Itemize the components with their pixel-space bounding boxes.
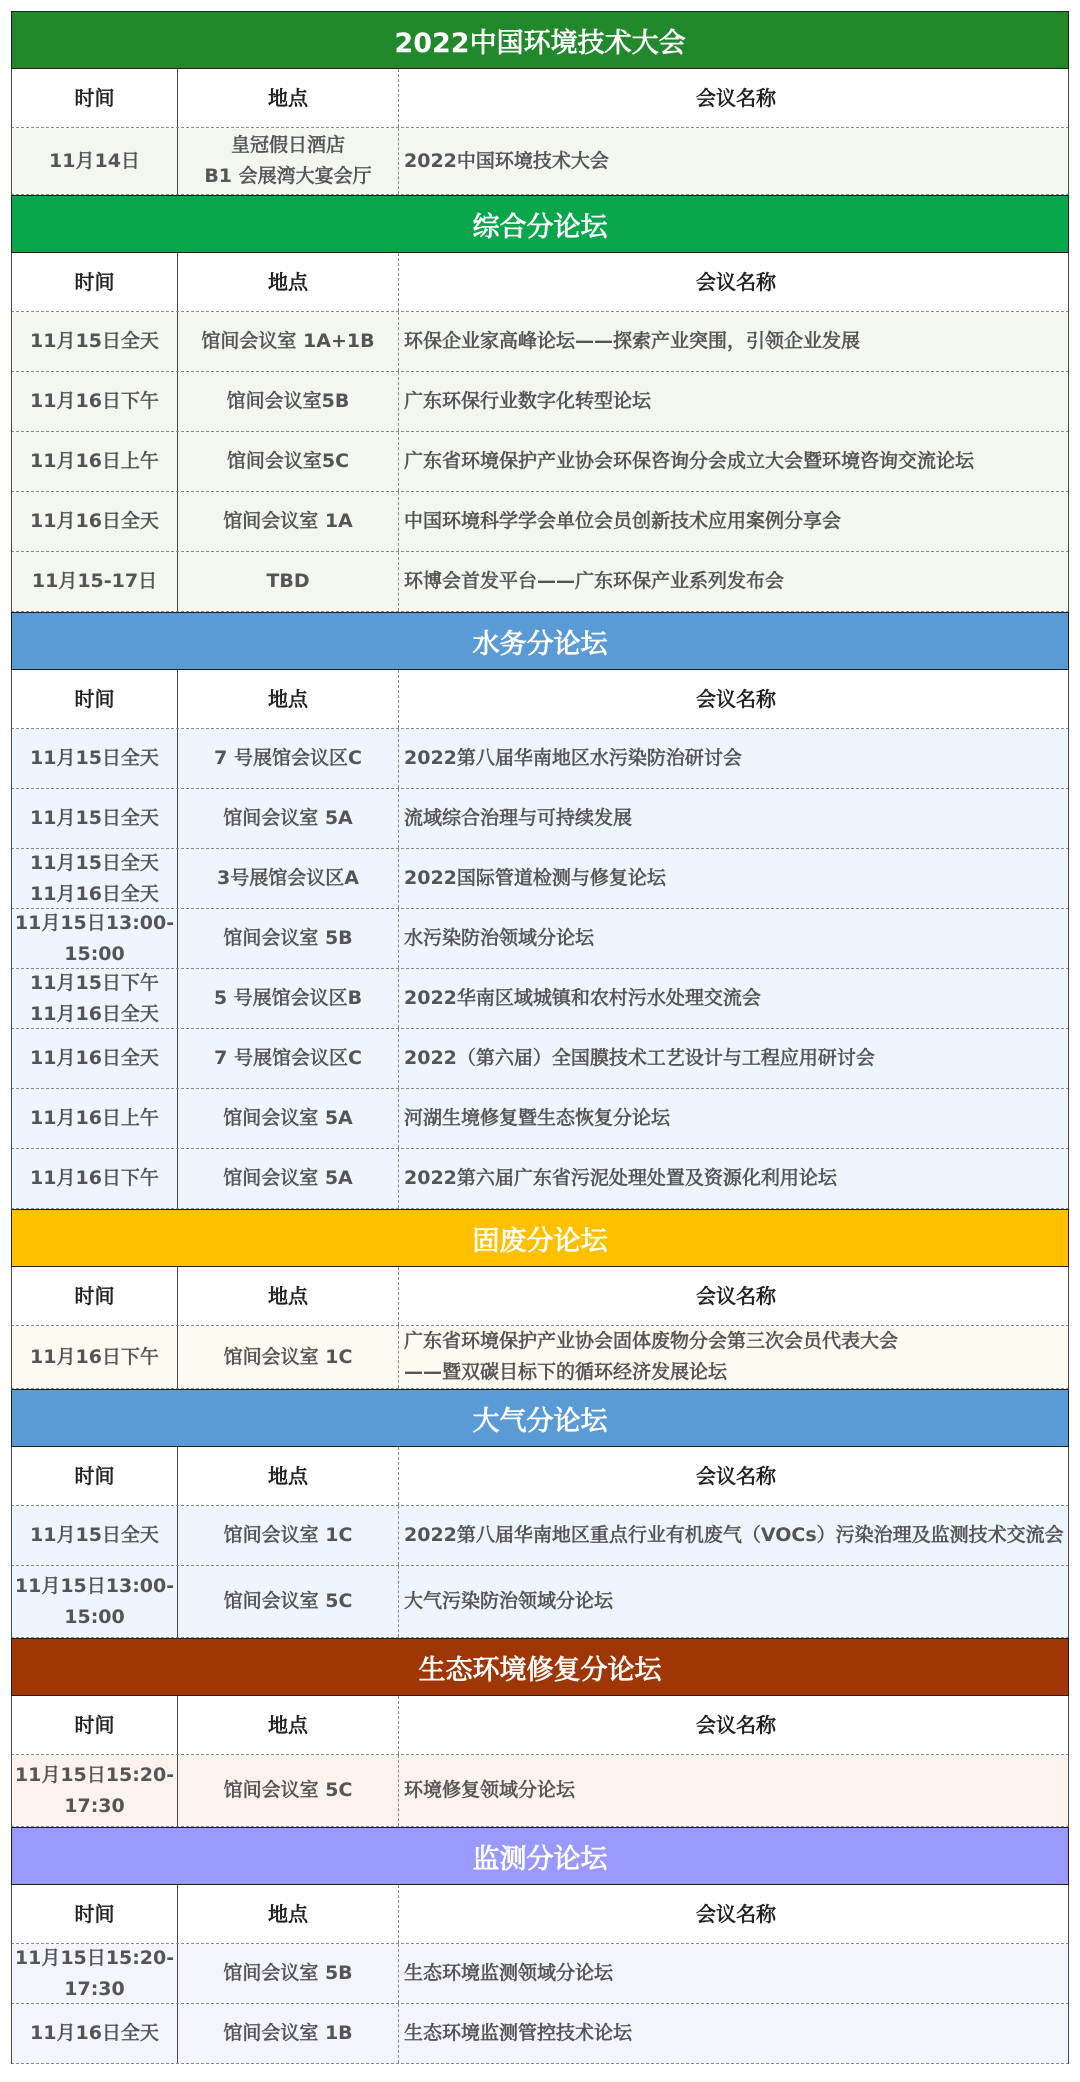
time-cell bbox=[12, 552, 178, 611]
table-row bbox=[11, 1089, 1069, 1149]
time-cell-line: 11月16日下午 bbox=[30, 390, 159, 412]
name-cell bbox=[399, 312, 1068, 371]
header-place: 地点 bbox=[178, 1885, 399, 1943]
header-name: 会议名称 bbox=[696, 1901, 776, 1926]
name-cell bbox=[399, 1944, 1068, 2003]
header-name: 会议名称 bbox=[696, 686, 776, 711]
header-time: 时间 bbox=[12, 670, 178, 728]
name-cell-line: 2022国际管道检测与修复论坛 bbox=[404, 867, 666, 889]
name-cell-line: 环博会首发平台——广东环保产业系列发布会 bbox=[404, 570, 785, 592]
place-cell-line: 馆间会议室 1A+1B bbox=[201, 330, 375, 352]
time-cell-line: 11月16日全天 bbox=[30, 510, 159, 532]
place-cell bbox=[178, 729, 399, 788]
time-cell-line: 11月15日13:00- bbox=[14, 1574, 175, 1597]
place-cell-line: 馆间会议室 1C bbox=[223, 1524, 353, 1546]
name-cell bbox=[399, 128, 1068, 194]
name-cell bbox=[399, 432, 1068, 491]
time-cell-line: 11月15日全天 bbox=[30, 807, 159, 829]
header-time: 时间 bbox=[12, 1885, 178, 1943]
table-row bbox=[11, 1029, 1069, 1089]
time-cell bbox=[12, 492, 178, 551]
place-cell bbox=[178, 1326, 399, 1388]
name-cell bbox=[399, 1755, 1068, 1826]
name-cell-line: 2022第六届广东省污泥处理处置及资源化利用论坛 bbox=[404, 1167, 837, 1189]
header-place: 地点 bbox=[178, 1447, 399, 1505]
place-cell-line: B1 会展湾大宴会厅 bbox=[204, 165, 372, 187]
time-cell bbox=[12, 909, 178, 968]
time-cell-line: 17:30 bbox=[64, 1977, 125, 2000]
time-cell-line: 11月16日上午 bbox=[30, 1107, 159, 1129]
time-cell-line: 11月15日15:20- bbox=[14, 1946, 175, 1969]
place-cell-line: 3号展馆会议区A bbox=[217, 867, 359, 889]
table-row bbox=[11, 1755, 1069, 1827]
place-cell-line: 馆间会议室 5A bbox=[223, 1167, 353, 1189]
header-place: 地点 bbox=[178, 69, 399, 127]
place-cell bbox=[178, 492, 399, 551]
table-header-row bbox=[11, 1885, 1069, 1944]
header-name: 会议名称 bbox=[696, 1463, 776, 1488]
name-cell-line: 2022第八届华南地区水污染防治研讨会 bbox=[404, 747, 742, 769]
time-cell-line: 11月15日全天 bbox=[30, 1524, 159, 1546]
table-row bbox=[11, 789, 1069, 849]
time-cell bbox=[12, 128, 178, 194]
header-time: 时间 bbox=[12, 69, 178, 127]
time-cell-line: 11月15日15:20- bbox=[14, 1763, 175, 1786]
time-cell-line: 11月15日13:00- bbox=[14, 911, 175, 934]
place-cell bbox=[178, 1944, 399, 2003]
name-cell bbox=[399, 789, 1068, 848]
place-cell bbox=[178, 1089, 399, 1148]
section-title: 生态环境修复分论坛 bbox=[11, 1638, 1069, 1696]
table-row bbox=[11, 729, 1069, 789]
table-row bbox=[11, 1506, 1069, 1566]
section-title: 综合分论坛 bbox=[11, 195, 1069, 253]
place-cell bbox=[178, 969, 399, 1028]
table-row bbox=[11, 1326, 1069, 1389]
table-row bbox=[11, 1944, 1069, 2004]
place-cell-line: 馆间会议室 5C bbox=[223, 1779, 353, 1801]
table-row bbox=[11, 552, 1069, 612]
name-cell bbox=[399, 1029, 1068, 1088]
time-cell bbox=[12, 1506, 178, 1565]
table-header-row bbox=[11, 670, 1069, 729]
place-cell bbox=[178, 2004, 399, 2063]
header-place: 地点 bbox=[178, 1267, 399, 1325]
conference-schedule-table bbox=[11, 11, 1069, 2064]
time-cell bbox=[12, 789, 178, 848]
section-title: 水务分论坛 bbox=[11, 612, 1069, 670]
name-cell-line: 生态环境监测管控技术论坛 bbox=[404, 2022, 633, 2044]
time-cell bbox=[12, 372, 178, 431]
header-place: 地点 bbox=[178, 670, 399, 728]
time-cell-line: 17:30 bbox=[64, 1794, 125, 1817]
time-cell-line: 11月15日全天 bbox=[30, 330, 159, 352]
time-cell-line: 11月15日全天 bbox=[30, 851, 159, 874]
place-cell-line: 馆间会议室 5A bbox=[223, 1107, 353, 1129]
time-cell-line: 11月16日全天 bbox=[30, 882, 159, 905]
name-cell-line: 2022第八届华南地区重点行业有机废气（VOCs）污染治理及监测技术交流会 bbox=[404, 1524, 1064, 1546]
place-cell bbox=[178, 1506, 399, 1565]
time-cell bbox=[12, 849, 178, 908]
time-cell bbox=[12, 2004, 178, 2063]
place-cell-line: 馆间会议室 5B bbox=[223, 1962, 353, 1984]
table-row bbox=[11, 1566, 1069, 1638]
name-cell-line: 河湖生境修复暨生态恢复分论坛 bbox=[404, 1107, 671, 1129]
place-cell bbox=[178, 432, 399, 491]
place-cell-line: 馆间会议室 5C bbox=[223, 1590, 353, 1612]
place-cell-line: 7 号展馆会议区C bbox=[214, 747, 362, 769]
header-time: 时间 bbox=[12, 1267, 178, 1325]
time-cell bbox=[12, 729, 178, 788]
name-cell bbox=[399, 1326, 1068, 1388]
place-cell-line: 7 号展馆会议区C bbox=[214, 1047, 362, 1069]
place-cell bbox=[178, 1149, 399, 1208]
table-header-row bbox=[11, 1696, 1069, 1755]
name-cell bbox=[399, 729, 1068, 788]
time-cell-line: 11月16日上午 bbox=[30, 450, 159, 472]
place-cell-line: TBD bbox=[266, 570, 310, 592]
place-cell bbox=[178, 789, 399, 848]
time-cell-line: 11月14日 bbox=[49, 149, 140, 172]
time-cell-line: 11月15日全天 bbox=[30, 747, 159, 769]
header-place: 地点 bbox=[178, 1696, 399, 1754]
time-cell bbox=[12, 1326, 178, 1388]
header-name: 会议名称 bbox=[696, 1283, 776, 1308]
time-cell bbox=[12, 312, 178, 371]
time-cell-line: 11月16日全天 bbox=[30, 2022, 159, 2044]
header-place: 地点 bbox=[178, 253, 399, 311]
table-header-row bbox=[11, 253, 1069, 312]
table-row bbox=[11, 1149, 1069, 1209]
table-row bbox=[11, 969, 1069, 1029]
time-cell-line: 11月16日全天 bbox=[30, 1047, 159, 1069]
header-time: 时间 bbox=[12, 253, 178, 311]
place-cell bbox=[178, 312, 399, 371]
table-row bbox=[11, 909, 1069, 969]
table-row bbox=[11, 372, 1069, 432]
time-cell bbox=[12, 432, 178, 491]
place-cell-line: 皇冠假日酒店 bbox=[230, 134, 345, 156]
name-cell bbox=[399, 552, 1068, 611]
table-header-row bbox=[11, 1447, 1069, 1506]
table-row bbox=[11, 432, 1069, 492]
name-cell bbox=[399, 1089, 1068, 1148]
table-row bbox=[11, 492, 1069, 552]
name-cell-line: ——暨双碳目标下的循环经济发展论坛 bbox=[404, 1361, 728, 1383]
place-cell bbox=[178, 128, 399, 194]
name-cell bbox=[399, 2004, 1068, 2063]
table-row bbox=[11, 312, 1069, 372]
place-cell bbox=[178, 372, 399, 431]
name-cell bbox=[399, 969, 1068, 1028]
table-row bbox=[11, 128, 1069, 195]
place-cell bbox=[178, 849, 399, 908]
header-time: 时间 bbox=[12, 1696, 178, 1754]
name-cell-line: 广东环保行业数字化转型论坛 bbox=[404, 390, 652, 412]
name-cell-line: 生态环境监测领域分论坛 bbox=[404, 1962, 614, 1984]
name-cell-line: 中国环境科学学会单位会员创新技术应用案例分享会 bbox=[404, 510, 842, 532]
time-cell bbox=[12, 1566, 178, 1637]
time-cell bbox=[12, 1755, 178, 1826]
place-cell bbox=[178, 1566, 399, 1637]
place-cell-line: 馆间会议室5B bbox=[226, 390, 350, 412]
name-cell bbox=[399, 372, 1068, 431]
place-cell bbox=[178, 909, 399, 968]
time-cell bbox=[12, 1944, 178, 2003]
name-cell bbox=[399, 492, 1068, 551]
header-name: 会议名称 bbox=[696, 269, 776, 294]
section-title: 监测分论坛 bbox=[11, 1827, 1069, 1885]
time-cell-line: 11月16日下午 bbox=[30, 1167, 159, 1189]
name-cell-line: 2022中国环境技术大会 bbox=[404, 149, 609, 172]
name-cell-line: 环境修复领域分论坛 bbox=[404, 1779, 576, 1801]
name-cell-line: 水污染防治领域分论坛 bbox=[404, 927, 595, 949]
time-cell-line: 15:00 bbox=[64, 942, 125, 965]
place-cell-line: 馆间会议室 1C bbox=[223, 1345, 353, 1368]
time-cell-line: 11月16日下午 bbox=[30, 1345, 159, 1368]
place-cell-line: 馆间会议室 5B bbox=[223, 927, 353, 949]
place-cell-line: 馆间会议室5C bbox=[226, 450, 350, 472]
section-title: 大气分论坛 bbox=[11, 1389, 1069, 1447]
time-cell bbox=[12, 1149, 178, 1208]
name-cell bbox=[399, 1566, 1068, 1637]
time-cell-line: 11月15-17日 bbox=[31, 570, 158, 592]
name-cell-line: 2022华南区域城镇和农村污水处理交流会 bbox=[404, 987, 761, 1009]
time-cell bbox=[12, 1029, 178, 1088]
name-cell-line: 环保企业家高峰论坛——探索产业突围，引领企业发展 bbox=[404, 330, 861, 352]
name-cell-line: 大气污染防治领域分论坛 bbox=[404, 1590, 614, 1612]
name-cell bbox=[399, 1506, 1068, 1565]
time-cell-line: 11月16日全天 bbox=[30, 1002, 159, 1025]
time-cell bbox=[12, 1089, 178, 1148]
place-cell-line: 馆间会议室 5A bbox=[223, 807, 353, 829]
place-cell-line: 5 号展馆会议区B bbox=[213, 987, 363, 1009]
table-row bbox=[11, 849, 1069, 909]
time-cell bbox=[12, 969, 178, 1028]
place-cell bbox=[178, 552, 399, 611]
place-cell-line: 馆间会议室 1A bbox=[223, 510, 353, 532]
table-row bbox=[11, 2004, 1069, 2064]
time-cell-line: 11月15日下午 bbox=[30, 971, 159, 994]
table-header-row bbox=[11, 1267, 1069, 1326]
name-cell-line: 广东省环境保护产业协会固体废物分会第三次会员代表大会 bbox=[404, 1330, 899, 1352]
header-name: 会议名称 bbox=[696, 1712, 776, 1737]
place-cell bbox=[178, 1029, 399, 1088]
header-name: 会议名称 bbox=[696, 85, 776, 110]
name-cell-line: 广东省环境保护产业协会环保咨询分会成立大会暨环境咨询交流论坛 bbox=[404, 450, 975, 472]
header-time: 时间 bbox=[12, 1447, 178, 1505]
section-title: 固废分论坛 bbox=[11, 1209, 1069, 1267]
time-cell-line: 15:00 bbox=[64, 1605, 125, 1628]
section-title: 2022中国环境技术大会 bbox=[11, 11, 1069, 69]
name-cell bbox=[399, 909, 1068, 968]
name-cell bbox=[399, 1149, 1068, 1208]
place-cell-line: 馆间会议室 1B bbox=[223, 2022, 353, 2044]
name-cell bbox=[399, 849, 1068, 908]
table-header-row bbox=[11, 69, 1069, 128]
place-cell bbox=[178, 1755, 399, 1826]
name-cell-line: 流域综合治理与可持续发展 bbox=[404, 807, 633, 829]
name-cell-line: 2022（第六届）全国膜技术工艺设计与工程应用研讨会 bbox=[404, 1047, 875, 1069]
